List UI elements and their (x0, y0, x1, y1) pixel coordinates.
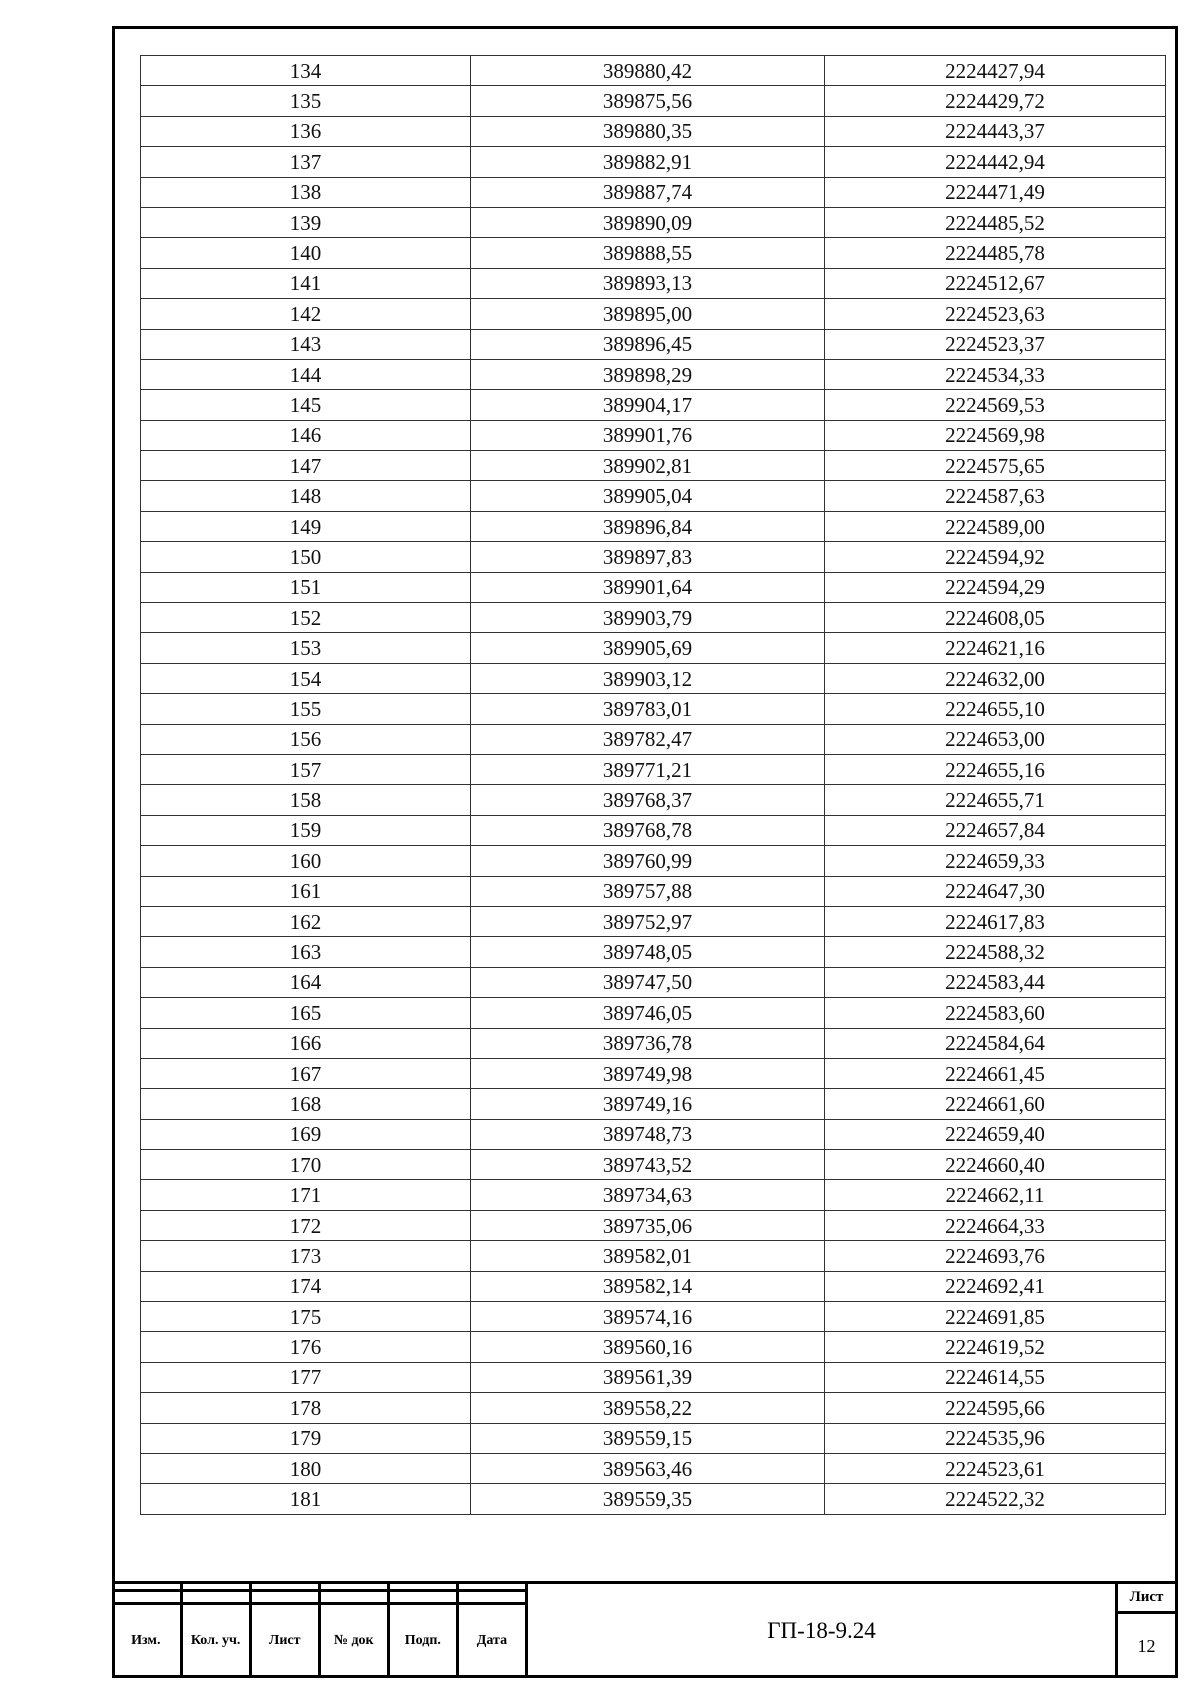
point-number: 173 (141, 1241, 471, 1271)
y-coordinate: 2224692,41 (825, 1271, 1166, 1301)
table-row (141, 542, 1166, 572)
table-row (141, 663, 1166, 693)
point-number: 159 (141, 815, 471, 845)
table-row (141, 876, 1166, 906)
y-coordinate: 2224617,83 (825, 906, 1166, 936)
header-kol-uch: Кол. уч. (181, 1603, 250, 1678)
sheet-number: 12 (1137, 1635, 1156, 1656)
point-number: 177 (141, 1362, 471, 1392)
x-coordinate: 389783,01 (471, 694, 825, 724)
table-row (141, 785, 1166, 815)
y-coordinate: 2224653,00 (825, 724, 1166, 754)
table-row (141, 724, 1166, 754)
table-row (141, 603, 1166, 633)
x-coordinate: 389896,84 (471, 511, 825, 541)
y-coordinate: 2224427,94 (825, 56, 1166, 86)
table-row (141, 1180, 1166, 1210)
point-number: 174 (141, 1271, 471, 1301)
table-row (141, 1484, 1166, 1514)
point-number: 179 (141, 1423, 471, 1453)
x-coordinate: 389887,74 (471, 177, 825, 207)
point-number: 134 (141, 56, 471, 86)
point-number: 156 (141, 724, 471, 754)
x-coordinate: 389895,00 (471, 299, 825, 329)
table-row (141, 56, 1166, 86)
table-row (141, 1210, 1166, 1240)
y-coordinate: 2224588,32 (825, 937, 1166, 967)
y-coordinate: 2224429,72 (825, 86, 1166, 116)
point-number: 172 (141, 1210, 471, 1240)
y-coordinate: 2224632,00 (825, 663, 1166, 693)
x-coordinate: 389875,56 (471, 86, 825, 116)
x-coordinate: 389563,46 (471, 1453, 825, 1483)
y-coordinate: 2224594,29 (825, 572, 1166, 602)
y-coordinate: 2224655,71 (825, 785, 1166, 815)
table-row (141, 329, 1166, 359)
point-number: 166 (141, 1028, 471, 1058)
table-row (141, 633, 1166, 663)
y-coordinate: 2224569,98 (825, 420, 1166, 450)
table-row (141, 238, 1166, 268)
coordinates-table (140, 55, 1166, 1515)
table-row (141, 116, 1166, 146)
x-coordinate: 389903,12 (471, 663, 825, 693)
y-coordinate: 2224608,05 (825, 603, 1166, 633)
table-row (141, 359, 1166, 389)
table-row (141, 815, 1166, 845)
y-coordinate: 2224661,60 (825, 1089, 1166, 1119)
sheet-box (1118, 1584, 1175, 1678)
x-coordinate: 389905,04 (471, 481, 825, 511)
table-row (141, 694, 1166, 724)
point-number: 140 (141, 238, 471, 268)
y-coordinate: 2224583,44 (825, 967, 1166, 997)
table-row (141, 451, 1166, 481)
y-coordinate: 2224664,33 (825, 1210, 1166, 1240)
table-row (141, 1302, 1166, 1332)
x-coordinate: 389746,05 (471, 998, 825, 1028)
table-row (141, 1089, 1166, 1119)
header-data: Дата (457, 1603, 526, 1678)
point-number: 164 (141, 967, 471, 997)
x-coordinate: 389760,99 (471, 846, 825, 876)
point-number: 157 (141, 754, 471, 784)
y-coordinate: 2224659,33 (825, 846, 1166, 876)
x-coordinate: 389559,15 (471, 1423, 825, 1453)
x-coordinate: 389880,35 (471, 116, 825, 146)
table-row (141, 268, 1166, 298)
header-no-dok: № док (319, 1603, 388, 1678)
point-number: 165 (141, 998, 471, 1028)
x-coordinate: 389898,29 (471, 359, 825, 389)
y-coordinate: 2224657,84 (825, 815, 1166, 845)
table-row (141, 967, 1166, 997)
x-coordinate: 389748,05 (471, 937, 825, 967)
point-number: 158 (141, 785, 471, 815)
point-number: 170 (141, 1150, 471, 1180)
sheet-label: Лист (1118, 1584, 1175, 1614)
x-coordinate: 389736,78 (471, 1028, 825, 1058)
table-row (141, 572, 1166, 602)
header-podp: Подп. (388, 1603, 457, 1678)
x-coordinate: 389896,45 (471, 329, 825, 359)
x-coordinate: 389735,06 (471, 1210, 825, 1240)
table-row (141, 1150, 1166, 1180)
point-number: 149 (141, 511, 471, 541)
point-number: 146 (141, 420, 471, 450)
point-number: 144 (141, 359, 471, 389)
table-row (141, 481, 1166, 511)
x-coordinate: 389782,47 (471, 724, 825, 754)
point-number: 147 (141, 451, 471, 481)
point-number: 139 (141, 207, 471, 237)
x-coordinate: 389749,16 (471, 1089, 825, 1119)
y-coordinate: 2224512,67 (825, 268, 1166, 298)
x-coordinate: 389893,13 (471, 268, 825, 298)
point-number: 136 (141, 116, 471, 146)
y-coordinate: 2224583,60 (825, 998, 1166, 1028)
x-coordinate: 389880,42 (471, 56, 825, 86)
point-number: 160 (141, 846, 471, 876)
point-number: 153 (141, 633, 471, 663)
x-coordinate: 389559,35 (471, 1484, 825, 1514)
point-number: 171 (141, 1180, 471, 1210)
point-number: 138 (141, 177, 471, 207)
x-coordinate: 389734,63 (471, 1180, 825, 1210)
table-row (141, 754, 1166, 784)
point-number: 169 (141, 1119, 471, 1149)
y-coordinate: 2224621,16 (825, 633, 1166, 663)
point-number: 142 (141, 299, 471, 329)
header-izm: Изм. (112, 1603, 181, 1678)
table-row (141, 1241, 1166, 1271)
y-coordinate: 2224523,61 (825, 1453, 1166, 1483)
y-coordinate: 2224575,65 (825, 451, 1166, 481)
y-coordinate: 2224534,33 (825, 359, 1166, 389)
point-number: 168 (141, 1089, 471, 1119)
table-row (141, 390, 1166, 420)
table-row (141, 177, 1166, 207)
x-coordinate: 389743,52 (471, 1150, 825, 1180)
y-coordinate: 2224471,49 (825, 177, 1166, 207)
point-number: 181 (141, 1484, 471, 1514)
x-coordinate: 389757,88 (471, 876, 825, 906)
table-row (141, 937, 1166, 967)
y-coordinate: 2224523,63 (825, 299, 1166, 329)
x-coordinate: 389749,98 (471, 1058, 825, 1088)
title-block (112, 1581, 1178, 1678)
x-coordinate: 389561,39 (471, 1362, 825, 1392)
point-number: 135 (141, 86, 471, 116)
x-coordinate: 389582,01 (471, 1241, 825, 1271)
table-row (141, 420, 1166, 450)
y-coordinate: 2224485,52 (825, 207, 1166, 237)
point-number: 175 (141, 1302, 471, 1332)
y-coordinate: 2224523,37 (825, 329, 1166, 359)
y-coordinate: 2224655,16 (825, 754, 1166, 784)
y-coordinate: 2224647,30 (825, 876, 1166, 906)
table-row (141, 1362, 1166, 1392)
point-number: 155 (141, 694, 471, 724)
table-row (141, 1393, 1166, 1423)
x-coordinate: 389890,09 (471, 207, 825, 237)
x-coordinate: 389768,78 (471, 815, 825, 845)
y-coordinate: 2224594,92 (825, 542, 1166, 572)
y-coordinate: 2224660,40 (825, 1150, 1166, 1180)
point-number: 178 (141, 1393, 471, 1423)
x-coordinate: 389748,73 (471, 1119, 825, 1149)
revision-grid (112, 1584, 528, 1678)
x-coordinate: 389574,16 (471, 1302, 825, 1332)
table-row (141, 1119, 1166, 1149)
point-number: 154 (141, 663, 471, 693)
table-row (141, 1271, 1166, 1301)
point-number: 180 (141, 1453, 471, 1483)
point-number: 148 (141, 481, 471, 511)
table-row (141, 86, 1166, 116)
point-number: 163 (141, 937, 471, 967)
x-coordinate: 389901,76 (471, 420, 825, 450)
table-row (141, 1332, 1166, 1362)
table-row (141, 511, 1166, 541)
x-coordinate: 389582,14 (471, 1271, 825, 1301)
x-coordinate: 389771,21 (471, 754, 825, 784)
y-coordinate: 2224535,96 (825, 1423, 1166, 1453)
y-coordinate: 2224589,00 (825, 511, 1166, 541)
point-number: 151 (141, 572, 471, 602)
x-coordinate: 389747,50 (471, 967, 825, 997)
y-coordinate: 2224569,53 (825, 390, 1166, 420)
table-row (141, 1423, 1166, 1453)
x-coordinate: 389903,79 (471, 603, 825, 633)
y-coordinate: 2224691,85 (825, 1302, 1166, 1332)
x-coordinate: 389882,91 (471, 147, 825, 177)
table-row (141, 299, 1166, 329)
y-coordinate: 2224584,64 (825, 1028, 1166, 1058)
x-coordinate: 389897,83 (471, 542, 825, 572)
x-coordinate: 389901,64 (471, 572, 825, 602)
point-number: 167 (141, 1058, 471, 1088)
y-coordinate: 2224442,94 (825, 147, 1166, 177)
y-coordinate: 2224522,32 (825, 1484, 1166, 1514)
x-coordinate: 389888,55 (471, 238, 825, 268)
point-number: 176 (141, 1332, 471, 1362)
x-coordinate: 389558,22 (471, 1393, 825, 1423)
x-coordinate: 389905,69 (471, 633, 825, 663)
point-number: 141 (141, 268, 471, 298)
y-coordinate: 2224443,37 (825, 116, 1166, 146)
y-coordinate: 2224662,11 (825, 1180, 1166, 1210)
y-coordinate: 2224655,10 (825, 694, 1166, 724)
y-coordinate: 2224619,52 (825, 1332, 1166, 1362)
x-coordinate: 389752,97 (471, 906, 825, 936)
point-number: 150 (141, 542, 471, 572)
table-row (141, 1058, 1166, 1088)
point-number: 137 (141, 147, 471, 177)
table-row (141, 207, 1166, 237)
table-row (141, 1028, 1166, 1058)
x-coordinate: 389904,17 (471, 390, 825, 420)
document-code: ГП-18-9.24 (528, 1584, 1118, 1678)
header-list: Лист (250, 1603, 319, 1678)
x-coordinate: 389768,37 (471, 785, 825, 815)
y-coordinate: 2224614,55 (825, 1362, 1166, 1392)
x-coordinate: 389560,16 (471, 1332, 825, 1362)
point-number: 152 (141, 603, 471, 633)
table-row (141, 147, 1166, 177)
y-coordinate: 2224587,63 (825, 481, 1166, 511)
y-coordinate: 2224659,40 (825, 1119, 1166, 1149)
y-coordinate: 2224595,66 (825, 1393, 1166, 1423)
table-row (141, 998, 1166, 1028)
y-coordinate: 2224693,76 (825, 1241, 1166, 1271)
table-row (141, 1453, 1166, 1483)
y-coordinate: 2224661,45 (825, 1058, 1166, 1088)
point-number: 162 (141, 906, 471, 936)
point-number: 143 (141, 329, 471, 359)
point-number: 145 (141, 390, 471, 420)
table-row (141, 846, 1166, 876)
y-coordinate: 2224485,78 (825, 238, 1166, 268)
table-row (141, 906, 1166, 936)
point-number: 161 (141, 876, 471, 906)
x-coordinate: 389902,81 (471, 451, 825, 481)
